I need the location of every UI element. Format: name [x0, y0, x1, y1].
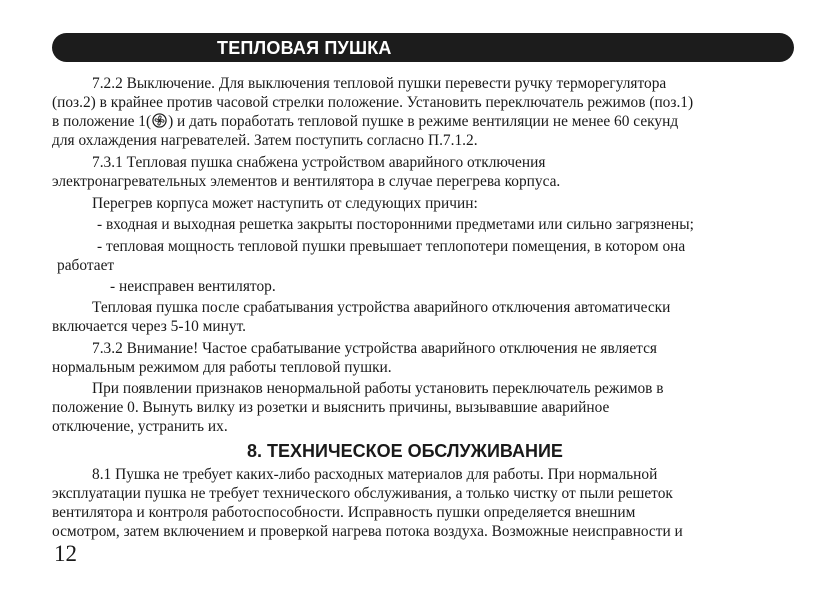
cause-1: - входная и выходная решетка закрыты посторонними предметами или сильно загрязнены;	[97, 216, 694, 233]
fan-icon	[152, 113, 167, 128]
section-title: 8. ТЕХНИЧЕСКОЕ ОБСЛУЖИВАНИЕ	[247, 441, 563, 461]
abnormal-line-3: отключение, устранить их.	[52, 418, 228, 435]
para-7-2-2-line-3-end: ) и дать поработать тепловой пушке в режиме вентиляции не менее 60 секунд	[168, 113, 679, 130]
para-7-3-1-line-2: электронагревательных элементов и вентилятора в случае перегрева корпуса.	[52, 173, 561, 190]
para-7-3-2-line-2: нормальным режимом для работы тепловой пушки.	[52, 359, 392, 376]
para-8-1-line-3: вентилятора и контроля работоспособности. Исправность пушки определяется внешним	[52, 504, 636, 521]
cause-2-cont: работает	[57, 257, 115, 274]
header-title: ТЕПЛОВАЯ ПУШКА	[217, 38, 392, 58]
para-7-2-2-line-3-start: в положение 1(	[52, 113, 152, 130]
page-number: 12	[54, 541, 77, 566]
restart-line-2: включается через 5-10 минут.	[52, 318, 247, 335]
para-7-3-1-line-1: 7.3.1 Тепловая пушка снабжена устройством аварийного отключения	[92, 154, 546, 171]
para-8-1-line-4: осмотром, затем включением и проверкой нагрева потока воздуха. Возможные неисправности и	[52, 523, 683, 540]
overheat-intro: Перегрев корпуса может наступить от следующих причин:	[92, 195, 478, 212]
para-8-1-line-2: эксплуатации пушка не требует технического обслуживания, а только чистку от пыли решеток	[52, 485, 673, 502]
abnormal-line-1: При появлении признаков ненормальной работы установить переключатель режимов в	[92, 380, 664, 397]
restart-line-1: Тепловая пушка после срабатывания устройства аварийного отключения автоматически	[92, 299, 671, 316]
para-7-2-2-line-2: (поз.2) в крайнее против часовой стрелки положение. Установить переключатель режимов (поз.1)	[52, 94, 694, 111]
para-7-3-2-line-1: 7.3.2 Внимание! Частое срабатывание устройства аварийного отключения не является	[92, 340, 657, 357]
para-7-2-2-line-1: 7.2.2 Выключение. Для выключения тепловой пушки перевести ручку терморегулятора	[92, 75, 667, 92]
para-8-1-line-1: 8.1 Пушка не требует каких-либо расходных материалов для работы. При нормальной	[92, 466, 658, 483]
cause-2: - тепловая мощность тепловой пушки превышает теплопотери помещения, в котором она	[97, 238, 686, 255]
cause-3: - неисправен вентилятор.	[110, 278, 276, 295]
para-7-2-2-line-4: для охлаждения нагревателей. Затем поступить согласно П.7.1.2.	[52, 132, 478, 149]
header-bar	[52, 33, 794, 62]
para-7-2-2-line-3	[52, 112, 678, 131]
abnormal-line-2: положение 0. Вынуть вилку из розетки и выяснить причины, вызывавшие аварийное	[52, 399, 610, 416]
